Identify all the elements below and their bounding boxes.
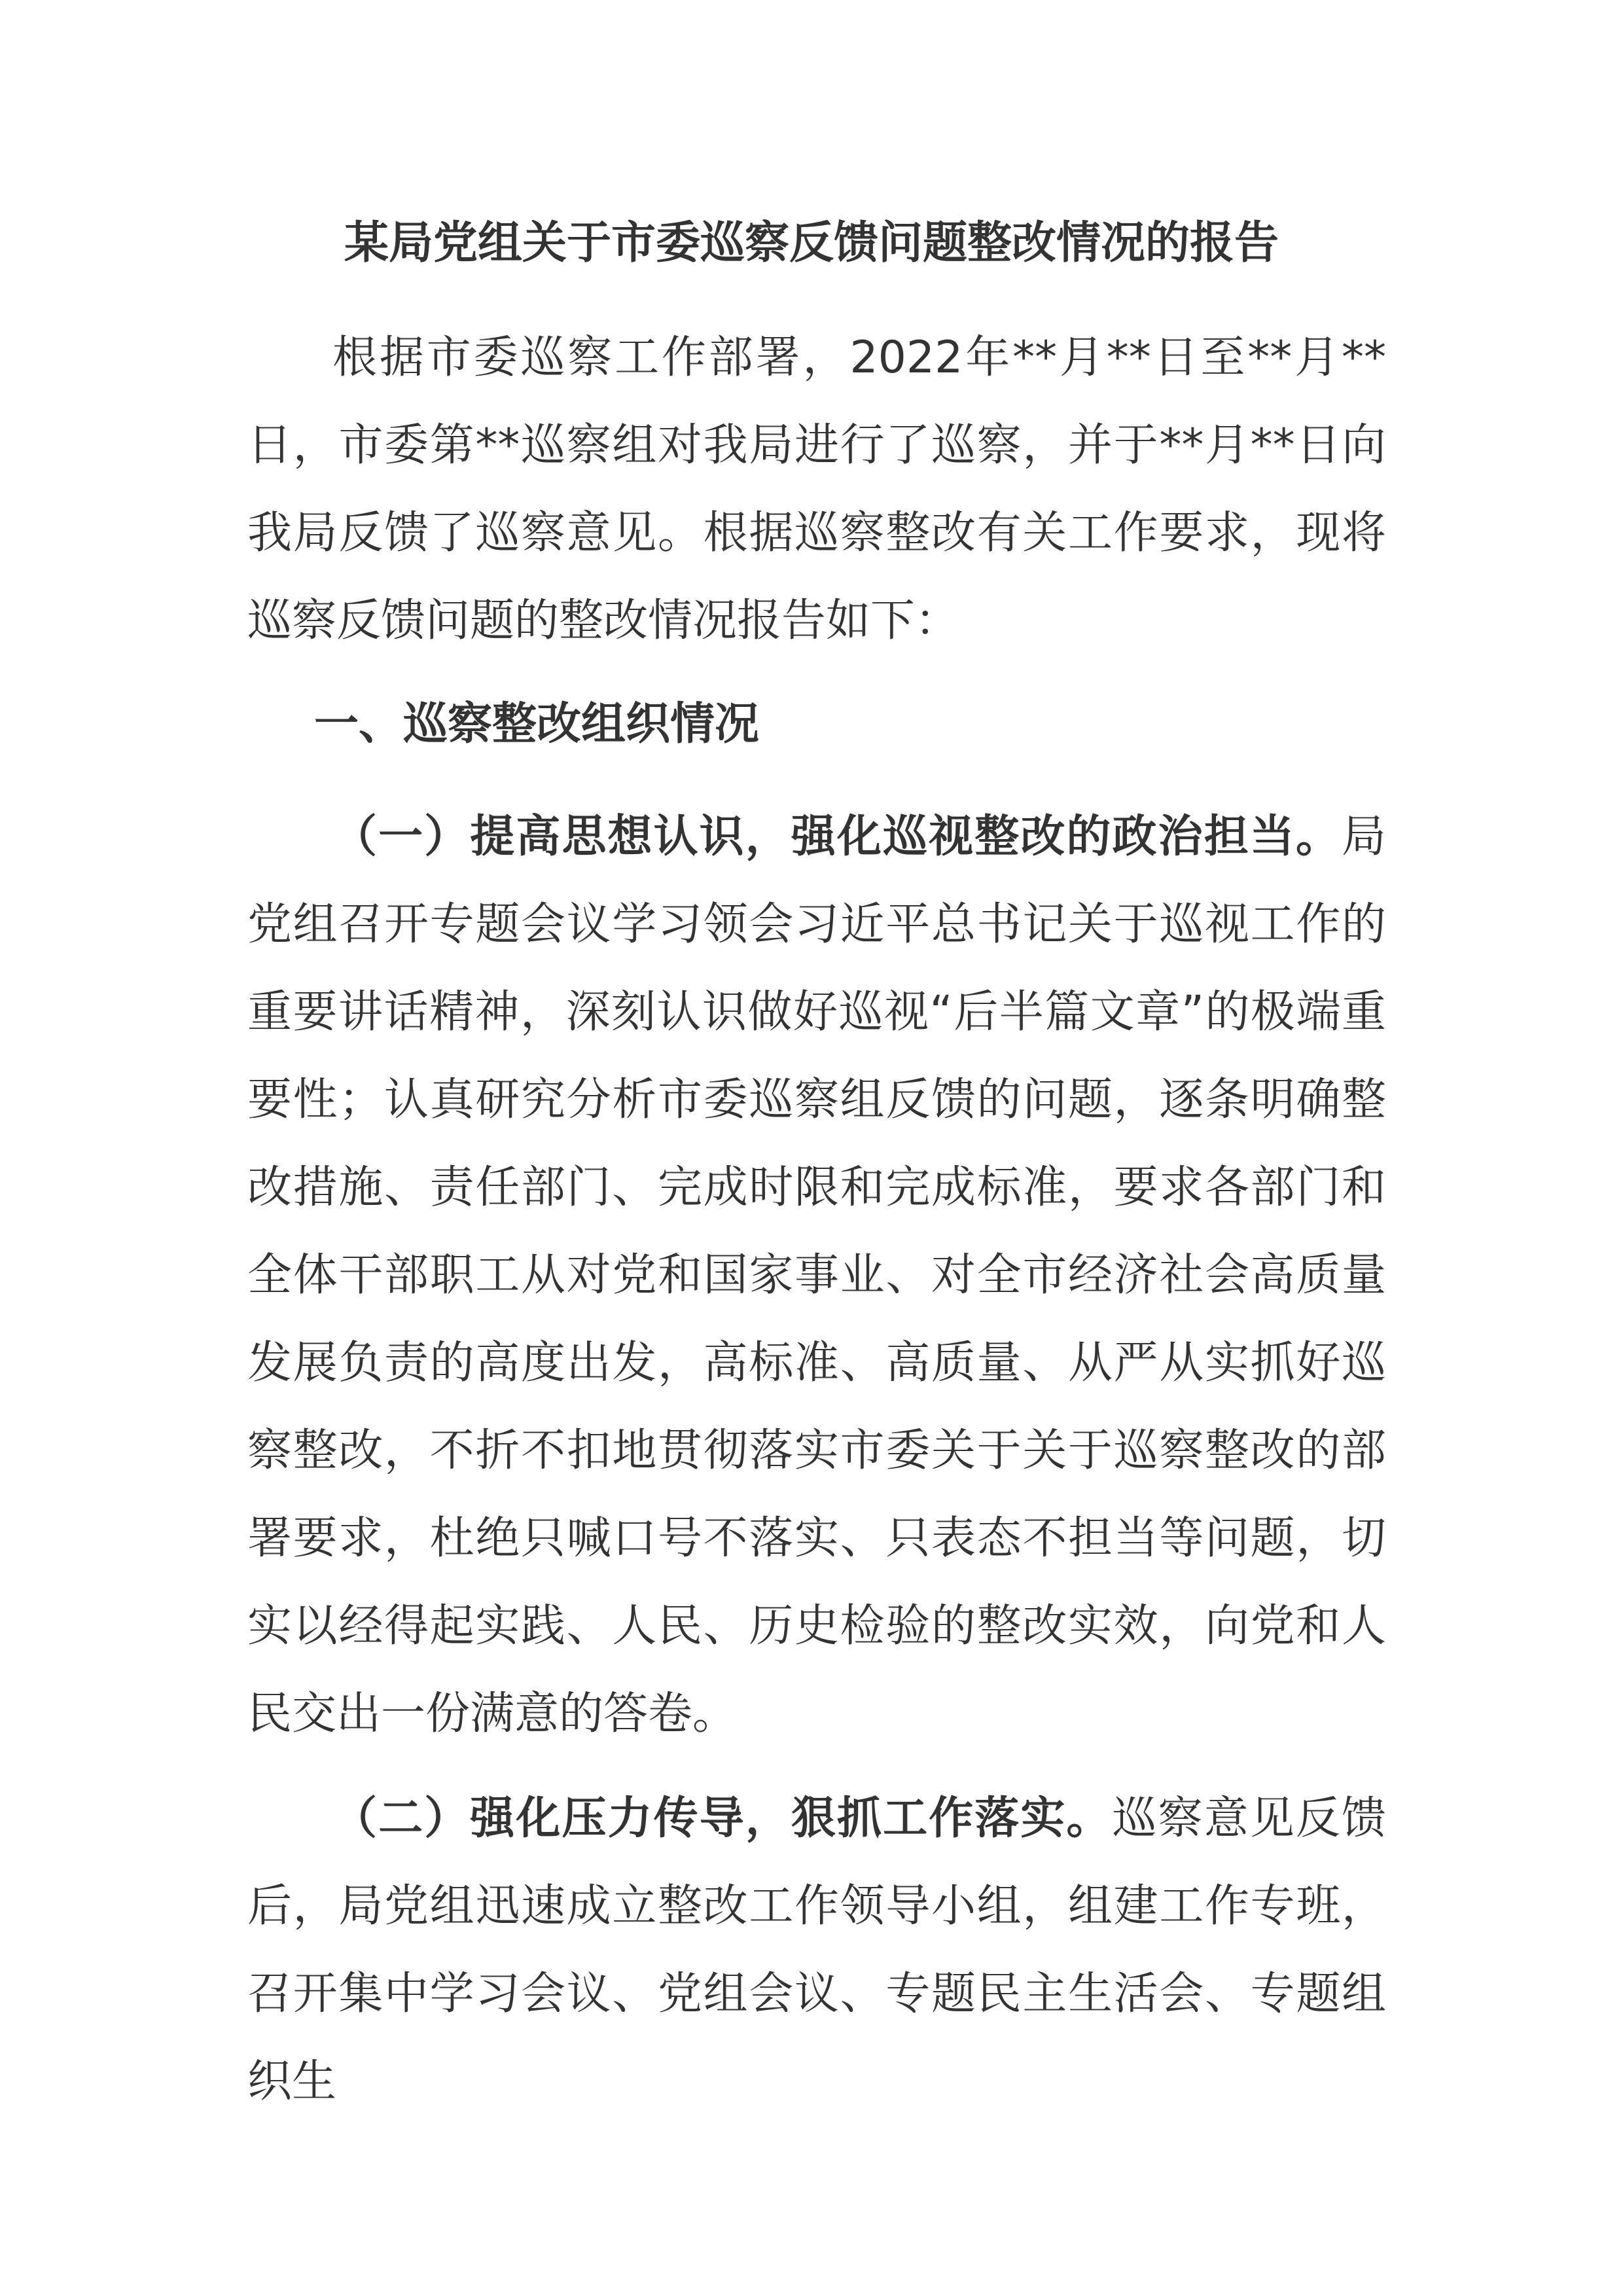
item-2-text: 巡察意见反馈后，局党组迅速成立整改工作领导小组，组建工作专班，召开集中学习会议、党组会议、专题民主生活会、专题组织生: [247, 1793, 1386, 2108]
intro-paragraph: [247, 314, 1386, 665]
item-2-lead: （二）强化压力传导，狠抓工作落实。: [332, 1793, 1113, 1844]
section-heading-1: 一、巡察整改组织情况: [314, 698, 760, 750]
item-1-lead: （一）提高思想认识，强化巡视整改的政治担当。: [332, 811, 1342, 863]
item-2-paragraph: [247, 1775, 1386, 2126]
document-title: 某局党组关于市委巡察反馈问题整改情况的报告: [344, 217, 1279, 269]
item-1-text: 局党组召开专题会议学习领会习近平总书记关于巡视工作的重要讲话精神，深刻认识做好巡视“后半篇文章”的极端重要性；认真研究分析市委巡察组反馈的问题，逐条明确整改措施、责任部门、完成时限和完成标准，要求各部门和全体干部职工从对党和国家事业、对全市经济社会高质量发展负责的高度出发，高标准、高质量、从严从实抓好巡察整改，不折不扣地贯彻落实市委关于关于巡察整改的部署要求，杜绝只喊口号不落实、只表态不担当等问题，切实以经得起实践、人民、历史检验的整改实效，向党和人民交出一份满意的答卷。: [247, 811, 1386, 1740]
intro-text: 根据市委巡察工作部署，2022年**月**日至**月**日，市委第**巡察组对我局进行了巡察，并于**月**日向我局反馈了巡察意见。根据巡察整改有关工作要求，现将巡察反馈问题的整改情况报告如下：: [247, 332, 1386, 647]
item-1-paragraph: [247, 793, 1386, 1758]
